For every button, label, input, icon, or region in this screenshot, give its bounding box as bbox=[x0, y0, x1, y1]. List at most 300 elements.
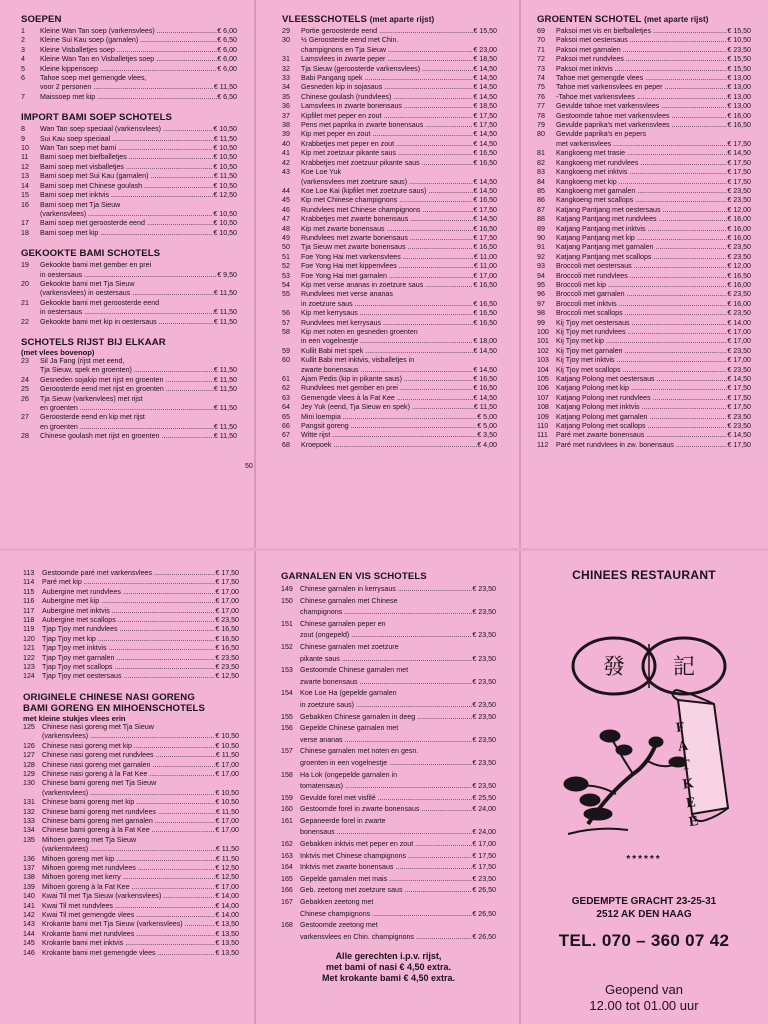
menu-item bbox=[537, 262, 751, 271]
menu-item-name: Kij Tjoy met rundvlees ..... bbox=[556, 328, 727, 337]
menu-item-number: 72 bbox=[537, 55, 545, 64]
menu-item bbox=[537, 149, 751, 158]
menu-item bbox=[282, 93, 497, 102]
menu-item bbox=[281, 712, 496, 724]
menu-item-name: Inktvis met Chinese champignons ..... bbox=[300, 851, 472, 863]
menu-list-import-bami bbox=[21, 125, 237, 238]
menu-item-number: 37 bbox=[282, 111, 290, 120]
menu-item-price: € 24,00 bbox=[472, 805, 496, 814]
menu-item bbox=[21, 423, 237, 432]
menu-item-number: 158 bbox=[281, 770, 293, 779]
menu-item bbox=[537, 347, 751, 356]
section-title-soepen: SOEPEN bbox=[21, 14, 62, 25]
menu-item-number: 135 bbox=[23, 835, 35, 844]
menu-item-price: € 14,50 bbox=[473, 365, 497, 374]
menu-list-vleesschotels bbox=[282, 27, 497, 450]
menu-item-name: Chinese bami goreng met rundvlees ..... bbox=[42, 808, 216, 817]
menu-item-name: Katjang Pantjang met inktvis ..... bbox=[556, 225, 727, 234]
menu-item-price: € 3,50 bbox=[477, 431, 497, 440]
menu-item-price: € 14,50 bbox=[473, 215, 497, 224]
menu-item-name: Chinese bami goreng met Tja Sieuw bbox=[42, 779, 157, 788]
menu-item-number: 55 bbox=[282, 290, 290, 299]
menu-item-number: 42 bbox=[282, 158, 290, 167]
menu-item bbox=[281, 619, 496, 631]
menu-item-name: Gestoomde forel in zwarte bonensaus ..... bbox=[300, 804, 472, 816]
menu-item bbox=[537, 65, 751, 74]
menu-item-price: € 5,00 bbox=[477, 422, 497, 431]
menu-item-name: bonensaus ..... bbox=[300, 827, 472, 839]
menu-item bbox=[21, 182, 237, 191]
menu-item bbox=[281, 804, 496, 816]
menu-item-price: € 14,50 bbox=[727, 431, 751, 440]
menu-item bbox=[21, 395, 237, 404]
menu-item bbox=[23, 616, 239, 625]
menu-item-price: € 16,50 bbox=[215, 644, 239, 653]
menu-item bbox=[21, 153, 237, 162]
menu-item-number: 81 bbox=[537, 149, 545, 158]
menu-item bbox=[281, 735, 496, 747]
menu-item-name: ½ Geroosterde eend met Chin. bbox=[301, 36, 399, 45]
menu-item bbox=[23, 644, 239, 653]
menu-item bbox=[23, 902, 239, 911]
menu-item-price: € 17,00 bbox=[473, 271, 497, 280]
menu-item-price: € 17,50 bbox=[473, 111, 497, 120]
menu-item bbox=[23, 949, 239, 958]
menu-item bbox=[23, 789, 239, 798]
menu-item-price: € 16,00 bbox=[727, 215, 751, 224]
menu-item-price: € 13,00 bbox=[727, 102, 751, 111]
menu-item-name: Gevulde paprika's met varkensvlees ..... bbox=[556, 121, 727, 130]
menu-item-price: € 6,00 bbox=[217, 55, 237, 64]
menu-item-number bbox=[281, 607, 300, 619]
menu-item bbox=[21, 366, 237, 375]
menu-item bbox=[537, 375, 751, 384]
menu-item bbox=[282, 215, 497, 224]
menu-item-name: Sui Kau soep speciaal ..... bbox=[40, 135, 214, 144]
menu-item bbox=[537, 74, 751, 83]
menu-item-name: Gestoomde zeetong met bbox=[300, 921, 378, 930]
menu-item bbox=[282, 83, 497, 92]
menu-item bbox=[281, 909, 496, 921]
menu-item-number: 146 bbox=[23, 948, 35, 957]
menu-item bbox=[282, 441, 497, 450]
restaurant-logo bbox=[528, 604, 760, 844]
menu-item bbox=[282, 319, 497, 328]
menu-item-price: € 12,50 bbox=[215, 873, 239, 882]
section-title-garnalen: GARNALEN EN VIS SCHOTELS bbox=[281, 571, 427, 582]
menu-item-number: 111 bbox=[537, 431, 548, 440]
menu-item-price: € 16,50 bbox=[473, 375, 497, 384]
menu-item-name: Tjap Tjoy met kip ..... bbox=[42, 635, 215, 644]
vleesschotels-title: VLEESSCHOTELS bbox=[282, 14, 367, 25]
menu-item-number: 19 bbox=[21, 261, 29, 270]
menu-item bbox=[537, 234, 751, 243]
menu-item-number: 114 bbox=[23, 578, 35, 587]
menu-item-number: 13 bbox=[21, 172, 29, 181]
section-title-nasi-2: BAMI GORENG EN MIHOENSCHOTELS bbox=[23, 702, 205, 714]
menu-item bbox=[282, 384, 497, 393]
menu-item-name: in zoetzure saus) ..... bbox=[300, 700, 472, 712]
menu-item bbox=[21, 65, 237, 74]
menu-item-price: € 14,50 bbox=[727, 149, 751, 158]
menu-item bbox=[281, 897, 496, 909]
note-line-2: met bami of nasi € 4,50 extra. bbox=[325, 962, 452, 973]
menu-item-name: champignons en Tja Sieuw ..... bbox=[301, 46, 473, 55]
menu-item-price: € 10,50 bbox=[213, 162, 237, 171]
menu-item-name: pikante saus ..... bbox=[300, 654, 472, 666]
menu-item-number: 10 bbox=[21, 144, 29, 153]
menu-item bbox=[537, 196, 751, 205]
restaurant-panel bbox=[528, 568, 760, 1024]
menu-item-price: € 16,50 bbox=[727, 121, 751, 130]
menu-item-number: 96 bbox=[537, 290, 545, 299]
menu-item bbox=[23, 826, 239, 835]
menu-item-price: € 23,50 bbox=[727, 243, 751, 252]
menu-item bbox=[21, 55, 237, 64]
menu-item bbox=[21, 357, 237, 366]
menu-item-number: 53 bbox=[282, 271, 290, 280]
menu-item bbox=[281, 770, 496, 782]
menu-item-name: Kij Tjoy met scallops ..... bbox=[556, 366, 727, 375]
menu-item-name: Kullit Babi met inktvis, visballetjes in bbox=[301, 356, 415, 365]
menu-item bbox=[537, 140, 751, 149]
menu-item bbox=[21, 191, 237, 200]
menu-item-number: 77 bbox=[537, 102, 545, 111]
menu-item bbox=[23, 761, 239, 770]
menu-list-groenten bbox=[537, 27, 751, 450]
menu-item-name: Kleine Visballetjes soep ..... bbox=[40, 46, 217, 55]
menu-item-number: 39 bbox=[282, 130, 290, 139]
menu-item bbox=[537, 328, 751, 337]
menu-item-name: Kip met kerrysaus ..... bbox=[301, 309, 473, 318]
menu-item-name: Krabbetjes met peper en zout ..... bbox=[301, 140, 473, 149]
menu-item-number: 133 bbox=[23, 816, 35, 825]
menu-item-price: € 11,00 bbox=[473, 252, 497, 261]
menu-item-name: Geroosterde eend en kip met rijst bbox=[40, 413, 145, 422]
menu-item bbox=[281, 920, 496, 932]
menu-item bbox=[23, 817, 239, 826]
menu-item-name: zwarte bonensaus ..... bbox=[301, 366, 473, 375]
menu-item-price: € 14,50 bbox=[727, 375, 751, 384]
menu-item-name: Katjang Polong met scallops ..... bbox=[556, 422, 727, 431]
menu-item-name: Foe Yong Hai met garnalen ..... bbox=[301, 272, 473, 281]
menu-item-name: tomatensaus) ..... bbox=[300, 781, 472, 793]
menu-list-schotels-rijst bbox=[21, 357, 237, 442]
menu-item-name: Tja Sieuw met zwarte bonensaus ..... bbox=[301, 243, 473, 252]
menu-item bbox=[282, 309, 497, 318]
menu-item-number: 73 bbox=[537, 64, 545, 73]
groenten-title-sub: (met aparte rijst) bbox=[644, 15, 709, 24]
menu-item-price: € 14,50 bbox=[473, 130, 497, 139]
menu-item-name: Aubergine met scallops ..... bbox=[42, 616, 215, 625]
menu-item-number: 128 bbox=[23, 760, 35, 769]
menu-item-number: 127 bbox=[23, 751, 35, 760]
menu-item-name: Kroepoek ..... bbox=[301, 441, 477, 450]
menu-item-name: Krokante bami met rundvlees ..... bbox=[42, 930, 215, 939]
menu-item-price: € 11,50 bbox=[213, 385, 237, 394]
menu-item-number: 5 bbox=[21, 64, 25, 73]
menu-item-price: € 12,00 bbox=[727, 205, 751, 214]
menu-item-name: Tja Sieuw (varkenvlees) met rijst bbox=[40, 394, 143, 403]
menu-item-number: 163 bbox=[281, 851, 293, 860]
menu-item-name: Kij Tjoy met inktvis ..... bbox=[556, 356, 727, 365]
menu-item-number: 136 bbox=[23, 854, 35, 863]
menu-item-name: Lamsvlees in zwarte bonensaus ..... bbox=[301, 102, 473, 111]
menu-list-gestoomde bbox=[23, 569, 239, 682]
menu-item-name: Tjap Tjoy met oestersaus ..... bbox=[42, 672, 215, 681]
menu-item bbox=[282, 281, 497, 290]
menu-item-price: € 10,50 bbox=[213, 144, 237, 153]
menu-item-name: Tjap Tjoy met garnalen ..... bbox=[42, 654, 215, 663]
menu-item bbox=[282, 413, 497, 422]
menu-item-price: € 17,00 bbox=[727, 356, 751, 365]
menu-item-number: 49 bbox=[282, 233, 290, 242]
menu-item-price: € 16,50 bbox=[215, 634, 239, 643]
menu-item-name: (varkensvlees) ..... bbox=[42, 732, 215, 741]
menu-item-number: 80 bbox=[537, 130, 545, 139]
menu-item-price: € 9,50 bbox=[217, 270, 237, 279]
menu-item-number: 97 bbox=[537, 299, 545, 308]
menu-item-number: 103 bbox=[537, 356, 549, 365]
menu-item bbox=[21, 308, 237, 317]
menu-item-name: Broccoli met scallops ..... bbox=[556, 309, 727, 318]
menu-item-price: € 23,50 bbox=[727, 196, 751, 205]
menu-item-name: Bami soep met Sui Kau (garnalen) ..... bbox=[40, 172, 214, 181]
menu-item-price: € 16,00 bbox=[727, 299, 751, 308]
menu-item-name: Kleine Sui Kau soep (garnalen) ..... bbox=[40, 36, 217, 45]
menu-item-name: Babi Pangang spek ..... bbox=[301, 74, 473, 83]
scroll-text: FAT KEE bbox=[675, 719, 700, 831]
menu-item bbox=[282, 140, 497, 149]
menu-item-number: 95 bbox=[537, 280, 545, 289]
menu-item-name: en groenten ..... bbox=[40, 423, 214, 432]
menu-item-name: Kip met zoetzuur pikante saus ..... bbox=[301, 149, 473, 158]
menu-item bbox=[281, 584, 496, 596]
menu-item bbox=[537, 206, 751, 215]
menu-item bbox=[281, 607, 496, 619]
menu-item-name: zwarte bonensaus ..... bbox=[300, 677, 472, 689]
menu-item-price: € 24,00 bbox=[472, 828, 496, 837]
menu-item-number: 18 bbox=[21, 228, 29, 237]
menu-item-name: Kangkoeng met kip ..... bbox=[556, 178, 727, 187]
menu-item-name: varkensvlees en Chin. champignons ..... bbox=[300, 932, 472, 944]
menu-item-name: verse ananas ..... bbox=[300, 735, 472, 747]
menu-item-number: 154 bbox=[281, 689, 293, 698]
menu-list-nasi bbox=[23, 723, 239, 958]
menu-item-number: 83 bbox=[537, 168, 545, 177]
menu-item bbox=[281, 642, 496, 654]
menu-item-number: 70 bbox=[537, 36, 545, 45]
section-subtitle-schotels-rijst: (met vlees bovenop) bbox=[21, 347, 95, 357]
menu-item bbox=[282, 187, 497, 196]
menu-item-number: 14 bbox=[21, 181, 29, 190]
menu-item-number: 16 bbox=[21, 200, 29, 209]
decorative-stars: ****** bbox=[626, 854, 662, 865]
menu-item bbox=[282, 149, 497, 158]
menu-item-price: € 16,50 bbox=[473, 318, 497, 327]
menu-item-price: € 17,50 bbox=[727, 440, 751, 449]
menu-item bbox=[282, 196, 497, 205]
menu-item-price: € 23,50 bbox=[727, 422, 751, 431]
menu-item-name: Broccoli met inktvis ..... bbox=[556, 300, 727, 309]
menu-item-price: € 4,00 bbox=[477, 440, 497, 449]
menu-item bbox=[21, 144, 237, 153]
menu-item bbox=[537, 356, 751, 365]
menu-item bbox=[21, 27, 237, 36]
menu-item-name: Tahoe met gemengde vlees ..... bbox=[556, 74, 727, 83]
menu-item-name: Gestoomde paré met varkensvlees ..... bbox=[42, 569, 215, 578]
menu-item-name: Rundvlees met zwarte bonensaus ..... bbox=[301, 234, 473, 243]
menu-item-price: € 12,50 bbox=[213, 191, 237, 200]
menu-item-name: Katjang Pantjang met kip ..... bbox=[556, 234, 727, 243]
column-top-left bbox=[21, 14, 237, 442]
menu-item-number: 47 bbox=[282, 215, 290, 224]
menu-item-number: 46 bbox=[282, 205, 290, 214]
menu-item bbox=[281, 816, 496, 828]
opening-hours-label: Geopend van bbox=[604, 982, 684, 997]
menu-item-number: 112 bbox=[537, 440, 549, 449]
menu-item-price: € 10,50 bbox=[213, 228, 237, 237]
menu-item-number: 161 bbox=[281, 816, 293, 825]
menu-item-price: € 6,00 bbox=[217, 45, 237, 54]
menu-item-number bbox=[23, 732, 42, 741]
menu-item-price: € 10,50 bbox=[213, 219, 237, 228]
menu-item bbox=[282, 337, 497, 346]
menu-item-name: Chinese garnalen met zoetzure bbox=[300, 642, 399, 651]
menu-item bbox=[21, 271, 237, 280]
menu-item bbox=[23, 864, 239, 873]
menu-item-number: 69 bbox=[537, 27, 545, 35]
menu-item-name: Kleine Wan Tan soep (varkensvlees) ..... bbox=[40, 27, 217, 36]
menu-item bbox=[537, 215, 751, 224]
menu-item bbox=[282, 253, 497, 262]
menu-item bbox=[537, 394, 751, 403]
menu-item-name: Kip met noten en gesneden groenten bbox=[301, 328, 418, 336]
menu-item-number: 129 bbox=[23, 769, 35, 778]
menu-item-number: 98 bbox=[537, 309, 545, 318]
menu-item bbox=[537, 281, 751, 290]
menu-item bbox=[23, 751, 239, 760]
menu-item bbox=[282, 262, 497, 271]
menu-item-name: Aubergine met inktvis ..... bbox=[42, 607, 215, 616]
menu-item-name: Broccoli met kip ..... bbox=[556, 281, 727, 290]
menu-item-name: Kangkoeng met trasie ..... bbox=[556, 149, 727, 158]
menu-item-name: Kwai Til met Tja Sieuw (varkensvlees) ..... bbox=[42, 892, 215, 901]
menu-item bbox=[23, 742, 239, 751]
menu-item-name: Broccoli met oestersaus ..... bbox=[556, 262, 727, 271]
menu-item bbox=[23, 798, 239, 807]
menu-item-number: 31 bbox=[282, 55, 290, 64]
menu-item bbox=[23, 939, 239, 948]
menu-item-price: € 16,50 bbox=[215, 625, 239, 634]
menu-item-number: 107 bbox=[537, 393, 549, 402]
menu-item-name: champignons ..... bbox=[300, 607, 472, 619]
menu-item-price: € 16,00 bbox=[727, 233, 751, 242]
menu-item-price: € 16,50 bbox=[473, 243, 497, 252]
menu-item-number: 101 bbox=[537, 337, 549, 346]
menu-item-name: Bami soep met kip ..... bbox=[40, 229, 213, 238]
menu-item-name: in een vogelnestje ..... bbox=[301, 337, 473, 346]
menu-item-price: € 23,50 bbox=[727, 309, 751, 318]
menu-item-number: 134 bbox=[23, 826, 35, 835]
menu-item-number: 11 bbox=[21, 153, 29, 162]
menu-item bbox=[21, 289, 237, 298]
menu-list-garnalen bbox=[281, 584, 496, 943]
menu-item-price: € 13,50 bbox=[215, 920, 239, 929]
menu-item-number: 102 bbox=[537, 346, 549, 355]
menu-item-number bbox=[281, 909, 300, 921]
menu-item-number: 79 bbox=[537, 121, 545, 130]
menu-item bbox=[21, 299, 237, 308]
menu-item bbox=[23, 930, 239, 939]
menu-item-name: Gemengde vlees à la Fat Kee ..... bbox=[301, 394, 473, 403]
menu-item bbox=[282, 243, 497, 252]
menu-item-number: 126 bbox=[23, 741, 35, 750]
menu-item-price: € 11,50 bbox=[213, 366, 237, 375]
menu-item bbox=[23, 588, 239, 597]
menu-item-price: € 16,50 bbox=[473, 196, 497, 205]
menu-item-name: Kip met peper en zout ..... bbox=[301, 130, 473, 139]
menu-item-number: 157 bbox=[281, 747, 293, 756]
menu-item bbox=[281, 885, 496, 897]
menu-item-number: 108 bbox=[537, 403, 549, 412]
menu-item-price: € 10,50 bbox=[215, 732, 239, 741]
menu-item-number: 57 bbox=[282, 318, 290, 327]
menu-item-name: Paré met rundvlees in zw. bonensaus ..... bbox=[556, 441, 727, 450]
menu-item bbox=[537, 253, 751, 262]
menu-item-number: 100 bbox=[537, 328, 549, 336]
menu-item-name: in zoetzure saus ..... bbox=[301, 300, 473, 309]
menu-item-name: Gekookte bami met gember en prei bbox=[40, 261, 152, 270]
menu-item-number: 122 bbox=[23, 653, 35, 662]
menu-item-name: Kij Tjoy met kip ..... bbox=[556, 337, 727, 346]
menu-item-number bbox=[23, 789, 42, 798]
menu-item bbox=[282, 55, 497, 64]
menu-item-name: Broccoli met garnalen ..... bbox=[556, 290, 727, 299]
menu-item-name: Kullit Babi met spek ..... bbox=[301, 347, 473, 356]
menu-item-price: € 6,00 bbox=[217, 64, 237, 73]
menu-item-name: Gebakken inktvis met peper en zout ..... bbox=[300, 839, 472, 851]
menu-item bbox=[23, 892, 239, 901]
menu-item-name: Bami soep met inktvis ..... bbox=[40, 191, 213, 200]
menu-item bbox=[21, 201, 237, 210]
menu-item-price: € 16,50 bbox=[473, 299, 497, 308]
menu-item bbox=[537, 272, 751, 281]
menu-item-name: Krabbetjes met zwarte bonensaus ..... bbox=[301, 215, 473, 224]
menu-item-name: Koe Loe Yuk bbox=[301, 168, 342, 177]
menu-item bbox=[281, 793, 496, 805]
menu-item bbox=[21, 376, 237, 385]
menu-item bbox=[537, 46, 751, 55]
menu-item-name: Tja Sieuw (geroosterde varkensvlees) ..... bbox=[301, 65, 473, 74]
menu-item-number: 29 bbox=[282, 27, 290, 35]
menu-item-name: Rundvlees met Chinese champignons ..... bbox=[301, 206, 473, 215]
menu-item-number: 40 bbox=[282, 139, 290, 148]
menu-item-price: € 17,50 bbox=[727, 403, 751, 412]
menu-item-number: 15 bbox=[21, 191, 29, 200]
menu-item-price: € 11,50 bbox=[213, 432, 237, 441]
menu-item-name: Gekookte bami met kip in oestersaus ..... bbox=[40, 318, 214, 327]
menu-item-name: Portie geroosterde eend ..... bbox=[301, 27, 473, 36]
menu-item-number: 48 bbox=[282, 224, 290, 233]
menu-item-price: € 23,50 bbox=[727, 45, 751, 54]
menu-item-price: € 17,50 bbox=[473, 121, 497, 130]
menu-item-price: € 17,50 bbox=[727, 168, 751, 177]
menu-item bbox=[21, 93, 237, 102]
menu-item bbox=[23, 635, 239, 644]
menu-item-number: 86 bbox=[537, 196, 545, 205]
menu-item-number: 17 bbox=[21, 219, 29, 228]
